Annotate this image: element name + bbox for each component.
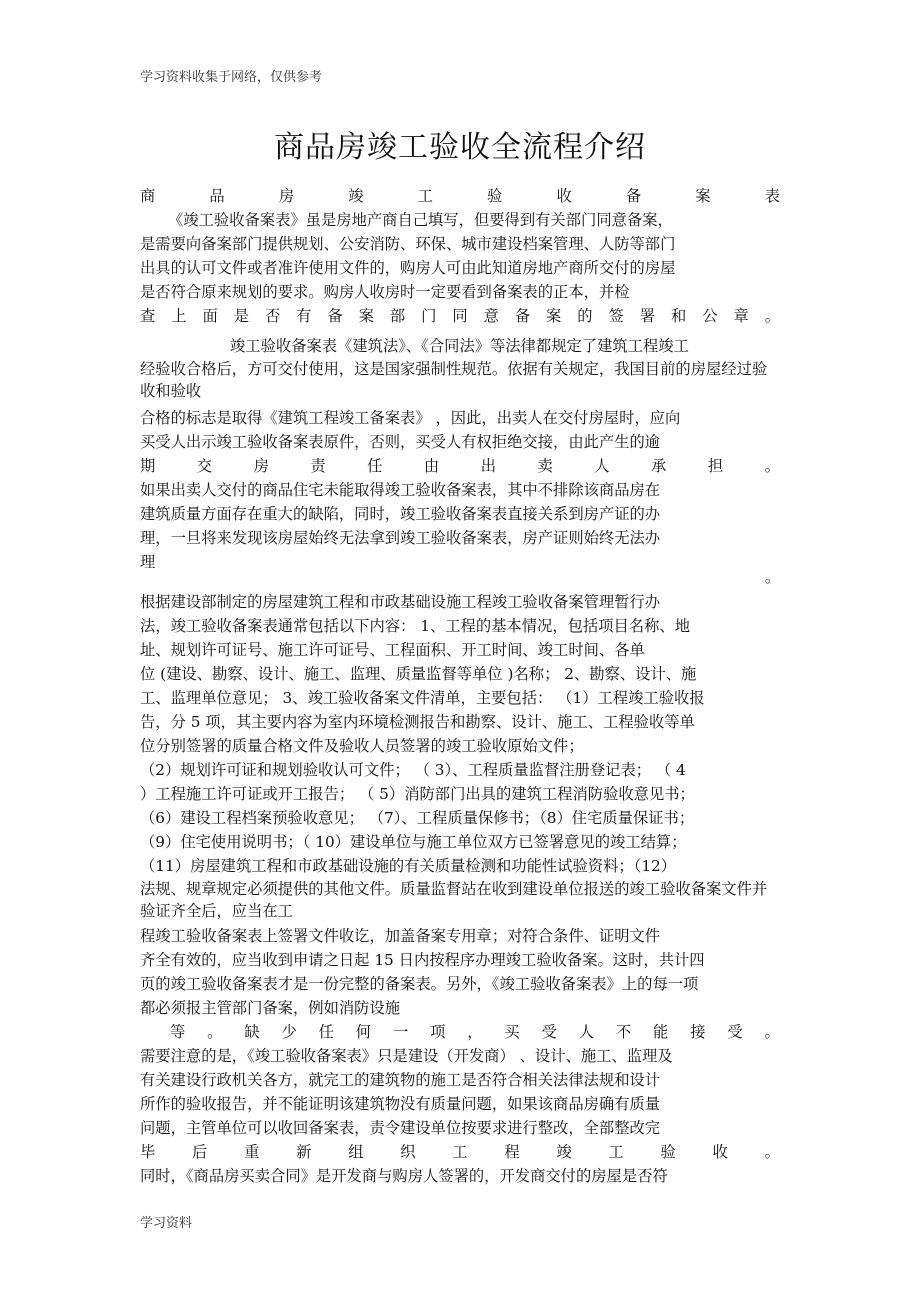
text-line: 有关建设行政机关各方，就完工的建筑物的施工是否符合相关法律法规和设计 [140, 1071, 661, 1089]
text-line: 位分别签署的质量合格文件及验收人员签署的竣工验收原始文件； [140, 737, 584, 755]
document-title: 商品房竣工验收全流程介绍 [274, 130, 646, 165]
text-line: 合格的标志是取得《建筑工程竣工备案表》 ，因此，出卖人在交付房屋时，应向 [140, 409, 681, 427]
text-line: 齐全有效的，应当收到申请之日起 15 日内按程序办理竣工验收备案。这时，共计四 [140, 951, 705, 969]
text-line: 告，分 5 项，其主要内容为室内环境检测报告和勘察、设计、施工、工程验收等单 [140, 713, 695, 731]
page-header: 学习资料收集于网络，仅供参考 [140, 70, 323, 85]
text-line: 查 上 面 是 否 有 备 案 部 门 同 意 备 案 的 签 署 和 公 章 。 [140, 307, 780, 325]
text-line: （2）规划许可证和规划验收认可文件； （ 3）、工程质量监督注册登记表； （ 4 [140, 761, 686, 779]
text-line: 位 (建设、勘察、设计、施工、监理、质量监督等单位 )名称； 2、勘察、设计、施 [140, 665, 697, 683]
text-line: 期 交 房 责 任 由 出 卖 人 承 担 。 [140, 457, 780, 475]
text-line: 毕 后 重 新 组 织 工 程 竣 工 验 收 。 [140, 1143, 780, 1161]
text-line: 。 [764, 568, 780, 586]
text-line: 程竣工验收备案表上签署文件收讫，加盖备案专用章；对符合条件、证明文件 [140, 927, 661, 945]
text-line: 是否符合原来规划的要求。购房人收房时一定要看到备案表的正本，并检 [140, 283, 630, 301]
text-line: 理 [140, 553, 156, 571]
text-line: 法，竣工验收备案表通常包括以下内容： 1、工程的基本情况，包括项目名称、地 [140, 617, 690, 635]
document-body [140, 184, 780, 1188]
text-line: 所作的验收报告，并不能证明该建筑物没有质量问题，如果该商品房确有质量 [140, 1095, 661, 1113]
text-line: 出具的认可文件或者准许使用文件的，购房人可由此知道房地产商所交付的房屋 [140, 259, 676, 277]
section-heading: 商 品 房 竣 工 验 收 备 案 表 [140, 187, 780, 205]
text-line: 法规、规章规定必须提供的其他文件。质量监督站在收到建设单位报送的竣工验收备案文件并验证齐全后，应当在工 [140, 880, 768, 920]
text-line: 买受人出示竣工验收备案表原件，否则，买受人有权拒绝交接，由此产生的逾 [140, 433, 661, 451]
text-line: 理，一旦将来发现该房屋始终无法拿到竣工验收备案表，房产证则始终无法办 [140, 529, 661, 547]
text-line: 页的竣工验收备案表才是一份完整的备案表。另外，《竣工验收备案表》上的每一项 [140, 975, 699, 993]
text-line: 址、规划许可证号、施工许可证号、工程面积、开工时间、竣工时间、各单 [140, 641, 645, 659]
text-line: 问题，主管单位可以收回备案表，责令建设单位按要求进行整改，全部整改完 [140, 1119, 661, 1137]
text-line: ）工程施工许可证或开工报告； （ 5）消防部门出具的建筑工程消防验收意见书； [140, 785, 695, 803]
text-line: 建筑质量方面存在重大的缺陷，同时，竣工验收备案表直接关系到房产证的办 [140, 505, 661, 523]
text-line: 同时，《商品房买卖合同》是开发商与购房人签署的，开发商交付的房屋是否符 [140, 1167, 668, 1185]
text-line: （11）房屋建筑工程和市政基础设施的有关质量检测和功能性试验资料；（12） [140, 857, 677, 875]
text-line: 《竣工验收备案表》虽是房地产商自己填写，但要得到有关部门同意备案， [168, 211, 673, 229]
text-line: （9）住宅使用说明书；（ 10）建设单位与施工单位双方已签署意见的竣工结算； [140, 833, 687, 851]
text-line: 都必须报主管部门备案，例如消防设施 [140, 999, 401, 1017]
text-line: 需要注意的是，《竣工验收备案表》只是建设（开发商） 、设计、施工、监理及 [140, 1047, 673, 1065]
page-footer: 学习资料 [140, 1216, 193, 1231]
text-line: 经验收合格后，方可交付使用，这是国家强制性规范。依据有关规定，我国目前的房屋经过验收和验收 [140, 360, 768, 400]
text-line: （6）建设工程档案预验收意见； （7）、工程质量保修书；（8）住宅质量保证书； [140, 809, 695, 827]
text-line: 竣工验收备案表《建筑法》、《合同法》等法律都规定了建筑工程竣工 [230, 337, 689, 355]
text-line: 根据建设部制定的房屋建筑工程和市政基础设施工程竣工验收备案管理暂行办 [140, 593, 661, 611]
text-line: 等 。 缺 少 任 何 一 项 ， 买 受 人 不 能 接 受 。 [170, 1023, 780, 1041]
text-line: 如果出卖人交付的商品住宅未能取得竣工验收备案表，其中不排除该商品房在 [140, 481, 661, 499]
text-line: 是需要向备案部门提供规划、公安消防、环保、城市建设档案管理、人防等部门 [140, 235, 676, 253]
text-line: 工、监理单位意见； 3、竣工验收备案文件清单，主要包括： （1）工程竣工验收报 [140, 689, 705, 707]
